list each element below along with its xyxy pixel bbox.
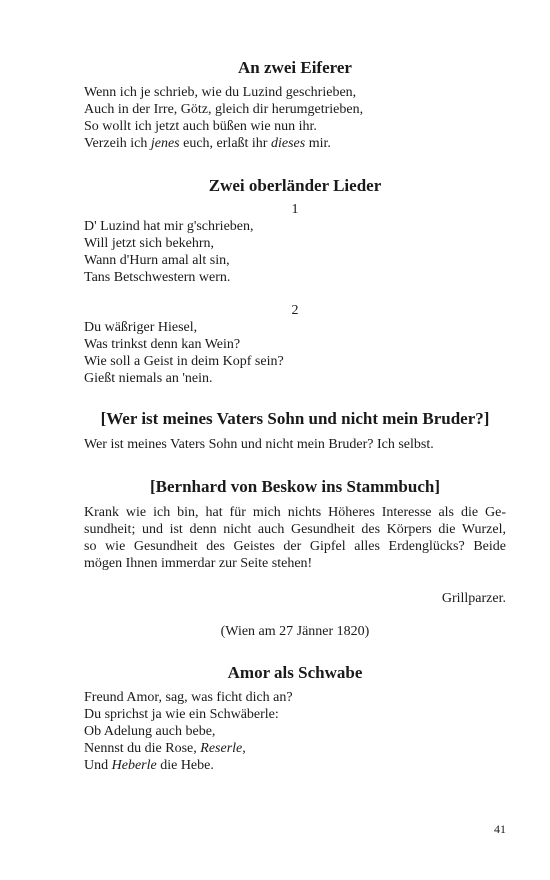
verse-line: Will jetzt sich bekehrn, — [84, 236, 215, 251]
poem-part-1 — [84, 218, 506, 286]
verse-line: Wenn ich je schrieb, wie du Luzind geschrieben, — [84, 85, 357, 100]
verse-line: Und Heberle die Hebe. — [84, 758, 214, 773]
signature: Grillparzer. — [441, 591, 506, 606]
poem-title-amor-als-schwabe: Amor als Schwabe — [227, 663, 363, 682]
poem-title-zwei-oberlaender-lieder: Zwei oberländer Lieder — [208, 176, 382, 195]
page-number: 41 — [494, 822, 506, 836]
prose-paragraph — [84, 504, 506, 572]
book-page — [84, 0, 506, 880]
emphasis-word: Heberle — [111, 758, 157, 773]
verse-line: Auch in der Irre, Götz, gleich dir herumgetrieben, — [84, 102, 364, 117]
prose-line: so wie Gesundheit des Geistes der Gipfel alles Erdenglücks? Beide — [84, 539, 506, 554]
dateline: (Wien am 27 Jänner 1820) — [220, 624, 370, 639]
emphasis-word: dieses — [270, 136, 306, 151]
verse-line: Ob Adelung auch bebe, — [84, 724, 216, 739]
verse-line: Gießt niemals an 'nein. — [84, 371, 213, 386]
verse-line: Was trinkst denn kan Wein? — [84, 337, 241, 352]
poem-title-an-zwei-eiferer: An zwei Eiferer — [238, 58, 352, 77]
section-number: 2 — [291, 303, 299, 318]
verse-line: Wie soll a Geist in deim Kopf sein? — [84, 354, 284, 369]
section-number: 1 — [291, 202, 299, 217]
verse-line: Du wäßriger Hiesel, — [84, 320, 198, 335]
verse-line: Du sprichst ja wie ein Schwäberle: — [84, 707, 279, 722]
verse-line: Nennst du die Rose, Reserle, — [84, 741, 246, 756]
verse-line: Freund Amor, sag, was ficht dich an? — [84, 690, 293, 705]
verse-line: Tans Betschwestern wern. — [84, 270, 231, 285]
section-text: Wer ist meines Vaters Sohn und nicht mein Bruder? Ich selbst. — [84, 437, 434, 452]
prose-line: sundheit; und ist denn nicht auch Gesundheit des Körpers die Wurzel, — [84, 522, 506, 537]
verse-line: Verzeih ich jenes euch, erlaßt ihr dieses mir. — [84, 136, 331, 151]
verse-line: So wollt ich jetzt auch büßen wie nun ihr. — [84, 119, 317, 134]
poem-amor-als-schwabe — [84, 689, 506, 774]
prose-line: mögen Ihnen immerdar zur Seite stehen! — [84, 556, 313, 571]
poem-part-2 — [84, 319, 506, 387]
verse-line: D' Luzind hat mir g'schrieben, — [84, 219, 254, 234]
section-title-vaters-sohn: [Wer ist meines Vaters Sohn und nicht mein Bruder?] — [100, 409, 490, 428]
section-title-beskow-stammbuch: [Bernhard von Beskow ins Stammbuch] — [150, 477, 440, 496]
emphasis-word: jenes — [150, 136, 180, 151]
emphasis-word: Reserle, — [200, 741, 246, 756]
prose-line: Krank wie ich bin, hat für mich nichts Höheres Interesse als die Ge- — [84, 505, 506, 520]
poem-an-zwei-eiferer — [84, 84, 506, 152]
verse-line: Wann d'Hurn amal alt sin, — [84, 253, 230, 268]
